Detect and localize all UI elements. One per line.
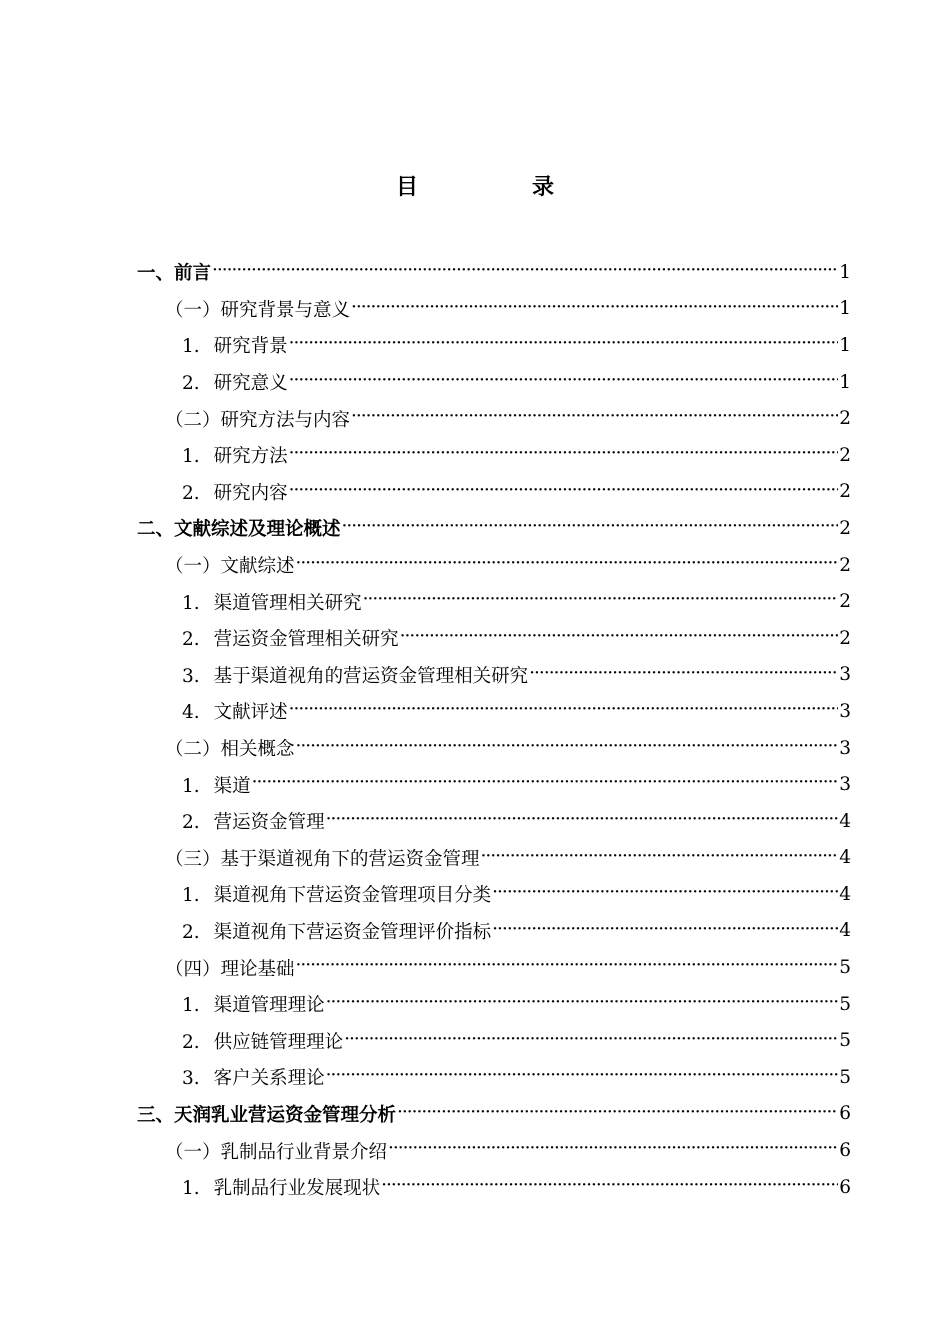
toc-page-number: 2: [839, 627, 851, 649]
toc-entry-number: 2.: [182, 1031, 200, 1053]
toc-entry-number: 4.: [182, 702, 200, 724]
toc-dot-leader: [296, 957, 839, 976]
toc-entry[interactable]: [137, 913, 851, 950]
toc-page-number: 2: [839, 481, 851, 503]
toc-entry[interactable]: [137, 510, 851, 547]
toc-entry-text: 乳制品行业发展现状: [213, 1178, 381, 1200]
toc-entry[interactable]: [137, 583, 851, 620]
toc-entry[interactable]: [137, 437, 851, 474]
toc-page-number: 3: [839, 774, 851, 796]
toc-page-number: 1: [839, 371, 851, 393]
toc-entry-number: 2.: [182, 921, 200, 943]
toc-entry-text: 渠道视角下营运资金管理评价指标: [213, 921, 492, 943]
toc-entry[interactable]: [137, 766, 851, 803]
toc-entry[interactable]: [137, 730, 851, 767]
toc-entry-text: 基于渠道视角的营运资金管理相关研究: [213, 665, 529, 687]
toc-entry-number: 1.: [182, 995, 200, 1017]
toc-entry-number: 2.: [182, 482, 200, 504]
toc-entry[interactable]: [137, 474, 851, 511]
toc-dot-leader: [296, 555, 839, 574]
toc-entry[interactable]: [137, 657, 851, 694]
toc-entry-text: 研究方法: [213, 446, 288, 468]
toc-page-number: 1: [839, 261, 851, 283]
toc-page-number: 5: [839, 957, 851, 979]
toc-entry[interactable]: [137, 364, 851, 401]
toc-entry-text: 研究内容: [213, 482, 288, 504]
toc-entry[interactable]: [137, 1169, 851, 1206]
page-title: 目 录: [395, 175, 600, 200]
toc-entry-number: 1.: [182, 336, 200, 358]
toc-entry[interactable]: [137, 620, 851, 657]
toc-dot-leader: [212, 262, 838, 281]
toc-entry[interactable]: [137, 949, 851, 986]
toc-entry-text: 渠道视角下营运资金管理项目分类: [213, 885, 492, 907]
toc-entry-text: 供应链管理理论: [213, 1031, 344, 1053]
toc-entry[interactable]: [137, 547, 851, 584]
toc-entry[interactable]: [137, 1059, 851, 1096]
toc-entry-number: 3.: [182, 665, 200, 687]
toc-entry-text: 一、前言: [137, 263, 212, 285]
toc-page-number: 1: [839, 334, 851, 356]
toc-page-number: 2: [839, 444, 851, 466]
toc-page-number: 2: [839, 554, 851, 576]
toc-dot-leader: [326, 811, 839, 830]
toc-page-number: 6: [839, 1103, 851, 1125]
toc-dot-leader: [492, 884, 838, 903]
toc-entry-text: （三）基于渠道视角下的营运资金管理: [165, 848, 480, 870]
toc-dot-leader: [296, 738, 839, 757]
toc-entry-text: 渠道管理理论: [213, 995, 325, 1017]
toc-dot-leader: [351, 299, 838, 318]
toc-entry-number: 1.: [182, 446, 200, 468]
toc-entry-text: 渠道: [213, 775, 251, 797]
toc-entry[interactable]: [137, 876, 851, 913]
toc-entry-text: 三、天润乳业营运资金管理分析: [137, 1104, 397, 1126]
toc-entry-text: 营运资金管理: [213, 812, 325, 834]
toc-entry-text: （四）理论基础: [165, 958, 295, 980]
toc-dot-leader: [529, 665, 838, 684]
toc-entry[interactable]: [137, 254, 851, 291]
toc-entry-number: 1.: [182, 885, 200, 907]
toc-entry-number: 2.: [182, 812, 200, 834]
toc-entry[interactable]: [137, 291, 851, 328]
toc-page-number: 5: [839, 1030, 851, 1052]
toc-entry-text: （二）研究方法与内容: [165, 409, 351, 431]
toc-dot-leader: [289, 482, 839, 501]
toc-page-number: 3: [839, 700, 851, 722]
toc-page-number: 6: [839, 1176, 851, 1198]
toc-page-number: 2: [839, 517, 851, 539]
toc-dot-leader: [289, 372, 839, 391]
toc-dot-leader: [388, 1140, 838, 1159]
toc-page-number: 3: [839, 737, 851, 759]
toc-dot-leader: [289, 701, 839, 720]
toc-page-number: 3: [839, 664, 851, 686]
toc-entry-text: （二）相关概念: [165, 739, 295, 761]
toc-entry[interactable]: [137, 400, 851, 437]
toc-page-number: 2: [839, 408, 851, 430]
toc-entry[interactable]: [137, 986, 851, 1023]
toc-entry[interactable]: [137, 1132, 851, 1169]
toc-entry-text: 客户关系理论: [213, 1068, 325, 1090]
toc-dot-leader: [342, 518, 839, 537]
toc-dot-leader: [326, 1067, 839, 1086]
toc-dot-leader: [400, 628, 839, 647]
toc-entry-text: （一）乳制品行业背景介绍: [165, 1141, 388, 1163]
toc-entry-number: 2.: [182, 373, 200, 395]
toc-entry[interactable]: [137, 1022, 851, 1059]
toc-dot-leader: [344, 1031, 838, 1050]
toc-entry[interactable]: [137, 803, 851, 840]
toc-entry[interactable]: [137, 693, 851, 730]
toc-entry[interactable]: [137, 1096, 851, 1133]
toc-dot-leader: [381, 1177, 838, 1196]
toc-entry-number: 1.: [182, 592, 200, 614]
toc-entry-number: 1.: [182, 1178, 200, 1200]
toc-entry[interactable]: [137, 840, 851, 877]
toc-page-number: 4: [839, 883, 851, 905]
toc-entry-text: 营运资金管理相关研究: [213, 629, 399, 651]
toc-entry-text: 二、文献综述及理论概述: [137, 519, 341, 541]
toc-entry-number: 3.: [182, 1068, 200, 1090]
toc-page-number: 2: [839, 591, 851, 613]
toc-page-number: 4: [839, 847, 851, 869]
toc-dot-leader: [252, 774, 839, 793]
toc-entry-text: 研究意义: [213, 373, 288, 395]
toc-entry-text: 文献评述: [213, 702, 288, 724]
toc-dot-leader: [481, 848, 839, 867]
toc-page-number: 5: [839, 1066, 851, 1088]
toc-dot-leader: [397, 1104, 838, 1123]
toc-entry-number: 1.: [182, 775, 200, 797]
toc-entry-text: （一）研究背景与意义: [165, 299, 351, 321]
toc-dot-leader: [492, 921, 838, 940]
toc-dot-leader: [351, 408, 838, 427]
toc-entry-number: 2.: [182, 629, 200, 651]
toc-dot-leader: [289, 335, 839, 354]
toc-page-number: 4: [839, 920, 851, 942]
toc-page-number: 5: [839, 993, 851, 1015]
toc-entry-text: 研究背景: [213, 336, 288, 358]
toc-page-number: 4: [839, 810, 851, 832]
toc-page-number: 6: [839, 1140, 851, 1162]
toc-dot-leader: [289, 445, 839, 464]
toc-dot-leader: [363, 591, 839, 610]
toc-dot-leader: [326, 994, 839, 1013]
toc-entry-text: 渠道管理相关研究: [213, 592, 362, 614]
toc-entry-text: （一）文献综述: [165, 556, 295, 578]
toc-entry[interactable]: [137, 327, 851, 364]
toc-page-number: 1: [839, 298, 851, 320]
table-of-contents: [137, 254, 851, 1205]
